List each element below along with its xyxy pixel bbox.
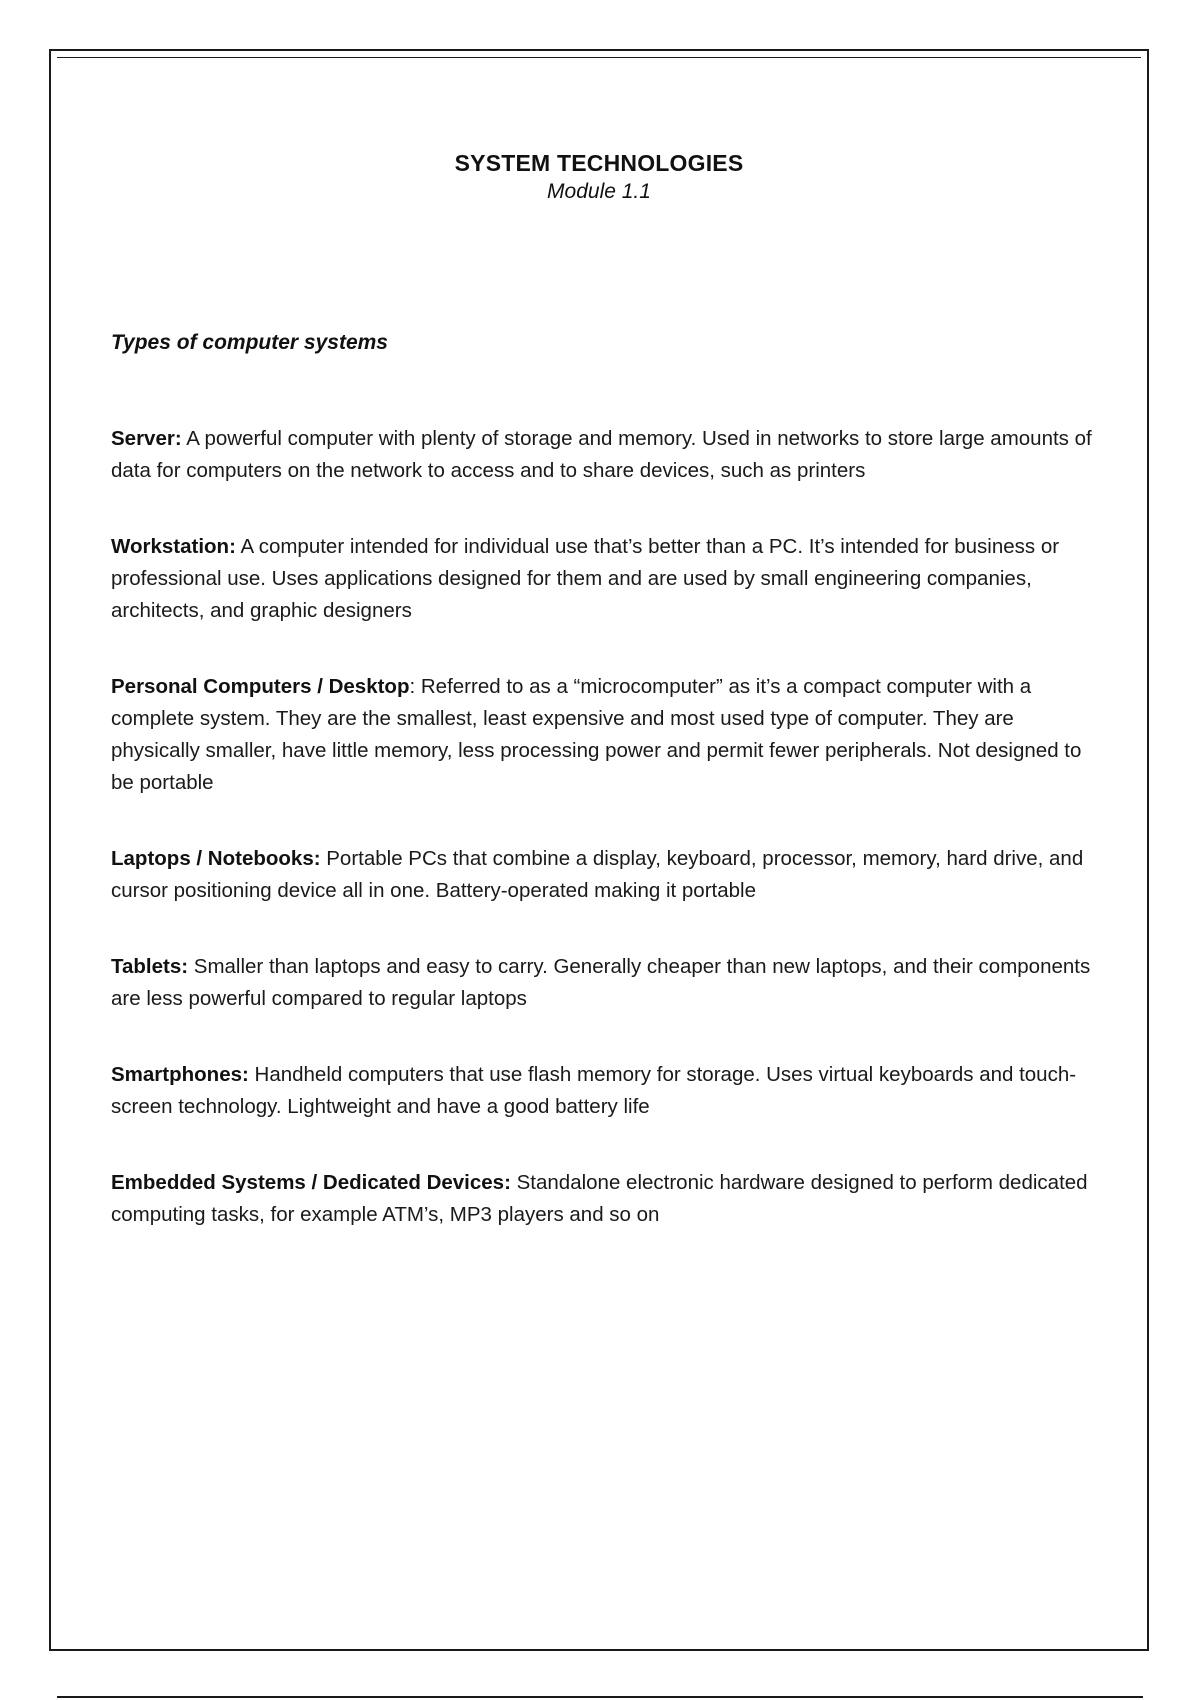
entry-text: : Referred to as a “microcomputer” as it’s a compact computer with a complete system. They are the smallest, least expensive and most used type of computer. They are physically smaller, have little memory, less processing power and permit fewer peripherals. Not designed to be portable: [111, 675, 1082, 794]
entry-embedded-systems: [111, 1167, 1101, 1231]
document-subtitle: Module 1.1: [547, 180, 651, 203]
entry-term: Personal Computers / Desktop: [111, 675, 410, 698]
entry-text: Handheld computers that use flash memory for storage. Uses virtual keyboards and touch-screen technology. Lightweight and have a good battery life: [111, 1063, 1077, 1118]
document-header: [51, 149, 1147, 207]
entry-text: Smaller than laptops and easy to carry. Generally cheaper than new laptops, and their components are less powerful compared to regular laptops: [111, 955, 1091, 1010]
definition-list: [111, 423, 1101, 1231]
entry-term: Laptops / Notebooks:: [111, 847, 321, 870]
entry-tablets: [111, 951, 1101, 1015]
entry-server: [111, 423, 1101, 487]
entry-term: Server:: [111, 427, 182, 450]
entry-text: Portable PCs that combine a display, keyboard, processor, memory, hard drive, and cursor positioning device all in one. Battery-operated making it portable: [111, 847, 1084, 902]
entry-text: Standalone electronic hardware designed to perform dedicated computing tasks, for example ATM’s, MP3 players and so on: [111, 1171, 1088, 1226]
entry-text: A powerful computer with plenty of storage and memory. Used in networks to store large amounts of data for computers on the network to access and to share devices, such as printers: [111, 427, 1092, 482]
entry-workstation: [111, 531, 1101, 627]
page-border-frame: [49, 49, 1149, 1651]
section-heading: Types of computer systems: [111, 331, 388, 354]
entry-term: Workstation:: [111, 535, 236, 558]
entry-laptops: [111, 843, 1101, 907]
entry-term: Smartphones:: [111, 1063, 249, 1086]
entry-text: A computer intended for individual use that’s better than a PC. It’s intended for business or professional use. Uses applications designed for them and are used by small engineering companies, architects, and graphic designers: [111, 535, 1060, 622]
entry-term: Tablets:: [111, 955, 189, 978]
footer-rule: [57, 1696, 1143, 1698]
entry-personal-computers: [111, 671, 1101, 799]
document-title: SYSTEM TECHNOLOGIES: [454, 150, 744, 176]
entry-smartphones: [111, 1059, 1101, 1123]
entry-term: Embedded Systems / Dedicated Devices:: [111, 1171, 511, 1194]
top-double-rule: [57, 57, 1141, 58]
